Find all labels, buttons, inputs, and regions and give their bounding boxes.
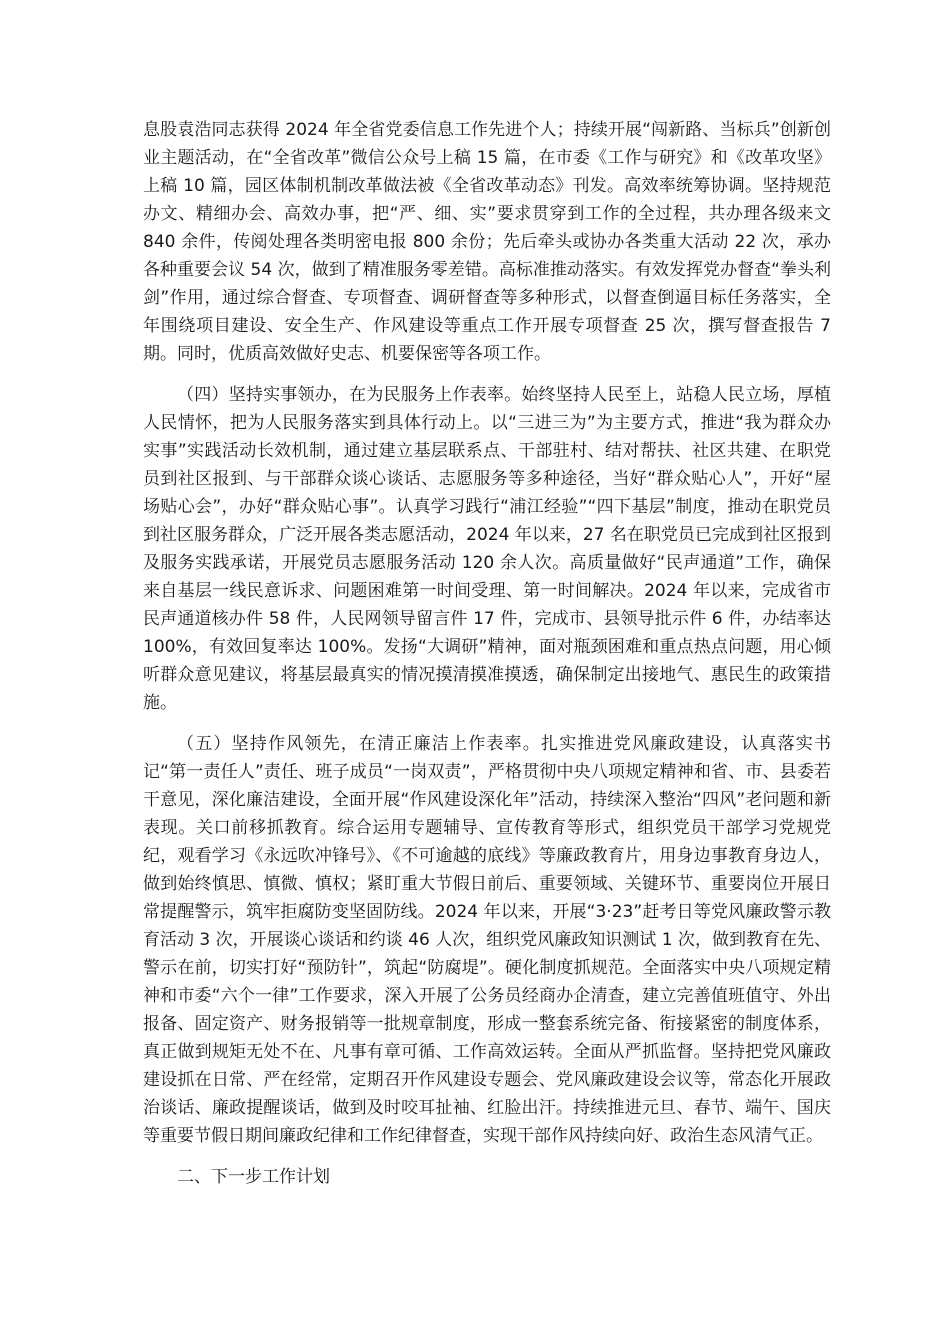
section-heading-next-steps: 二、下一步工作计划 — [177, 1167, 330, 1187]
document-page — [143, 116, 831, 1191]
paragraph-continued: 息股袁浩同志获得 2024 年全省党委信息工作先进个人；持续开展“闯新路、当标兵”创新创业主题活动，在“全省改革”微信公众号上稿 15 篇，在市委《工作与研究》和《改革攻坚》上稿 10 篇，园区体制机制改革做法被《全省改革动态》刊发。高效率统筹协调。坚持规范办文、精细办会、高效办事，把“严、细、实”要求贯穿到工作的全过程，共办理各级来文 840 余件，传阅处理各类明密电报 800 余份；先后牵头或协办各类重大活动 22 次，承办各种重要会议 54 次，做到了精准服务零差错。高标准推动落实。有效发挥党办督查“拳头利剑”作用，通过综合督查、专项督查、调研督查等多种形式，以督查倒逼目标任务落实，全年围绕项目建设、安全生产、作风建设等重点工作开展专项督查 25 次，撰写督查报告 7 期。同时，优质高效做好史志、机要保密等各项工作。 — [143, 120, 831, 364]
paragraph-section-five: （五）坚持作风领先，在清正廉洁上作表率。扎实推进党风廉政建设，认真落实书记“第一责任人”责任、班子成员“一岗双责”，严格贯彻中央八项规定精神和省、市、县委若干意见，深化廉洁建设，全面开展“作风建设深化年”活动，持续深入整治“四风”老问题和新表现。关口前移抓教育。综合运用专题辅导、宣传教育等形式，组织党员干部学习党规党纪，观看学习《永远吹冲锋号》、《不可逾越的底线》等廉政教育片，用身边事教育身边人，做到始终慎思、慎微、慎权；紧盯重大节假日前后、重要领域、关键环节、重要岗位开展日常提醒警示，筑牢拒腐防变坚固防线。2024 年以来，开展“3·23”赶考日等党风廉政警示教育活动 3 次，开展谈心谈话和约谈 46 人次，组织党风廉政知识测试 1 次，做到教育在先、警示在前，切实打好“预防针”，筑起“防腐堤”。硬化制度抓规范。全面落实中央八项规定精神和市委“六个一律”工作要求，深入开展了公务员经商办企清查，建立完善值班值守、外出报备、固定资产、财务报销等一批规章制度，形成一整套系统完备、衔接紧密的制度体系，真正做到规矩无处不在、凡事有章可循、工作高效运转。全面从严抓监督。坚持把党风廉政建设抓在日常、严在经常，定期召开作风建设专题会、党风廉政建设会议等，常态化开展政治谈话、廉政提醒谈话，做到及时咬耳扯袖、红脸出汗。持续推进元旦、春节、端午、国庆等重要节假日期间廉政纪律和工作纪律督查，实现干部作风持续向好、政治生态风清气正。 — [143, 734, 831, 1146]
paragraph-section-four: （四）坚持实事领办，在为民服务上作表率。始终坚持人民至上，站稳人民立场，厚植人民情怀，把为人民服务落实到具体行动上。以“三进三为”为主要方式，推进“我为群众办实事”实践活动长效机制，通过建立基层联系点、干部驻村、结对帮扶、社区共建、在职党员到社区报到、与干部群众谈心谈话、志愿服务等多种途径，当好“群众贴心人”，开好“屋场贴心会”，办好“群众贴心事”。认真学习践行“浦江经验”“四下基层”制度，推动在职党员到社区服务群众，广泛开展各类志愿活动，2024 年以来，27 名在职党员已完成到社区报到及服务实践承诺，开展党员志愿服务活动 120 余人次。高质量做好“民声通道”工作，确保来自基层一线民意诉求、问题困难第一时间受理、第一时间解决。2024 年以来，完成省市民声通道核办件 58 件，人民网领导留言件 17 件，完成市、县领导批示件 6 件，办结率达 100%，有效回复率达 100%。发扬“大调研”精神，面对瓶颈困难和重点热点问题，用心倾听群众意见建议，将基层最真实的情况摸清摸准摸透，确保制定出接地气、惠民生的政策措施。 — [143, 385, 831, 713]
